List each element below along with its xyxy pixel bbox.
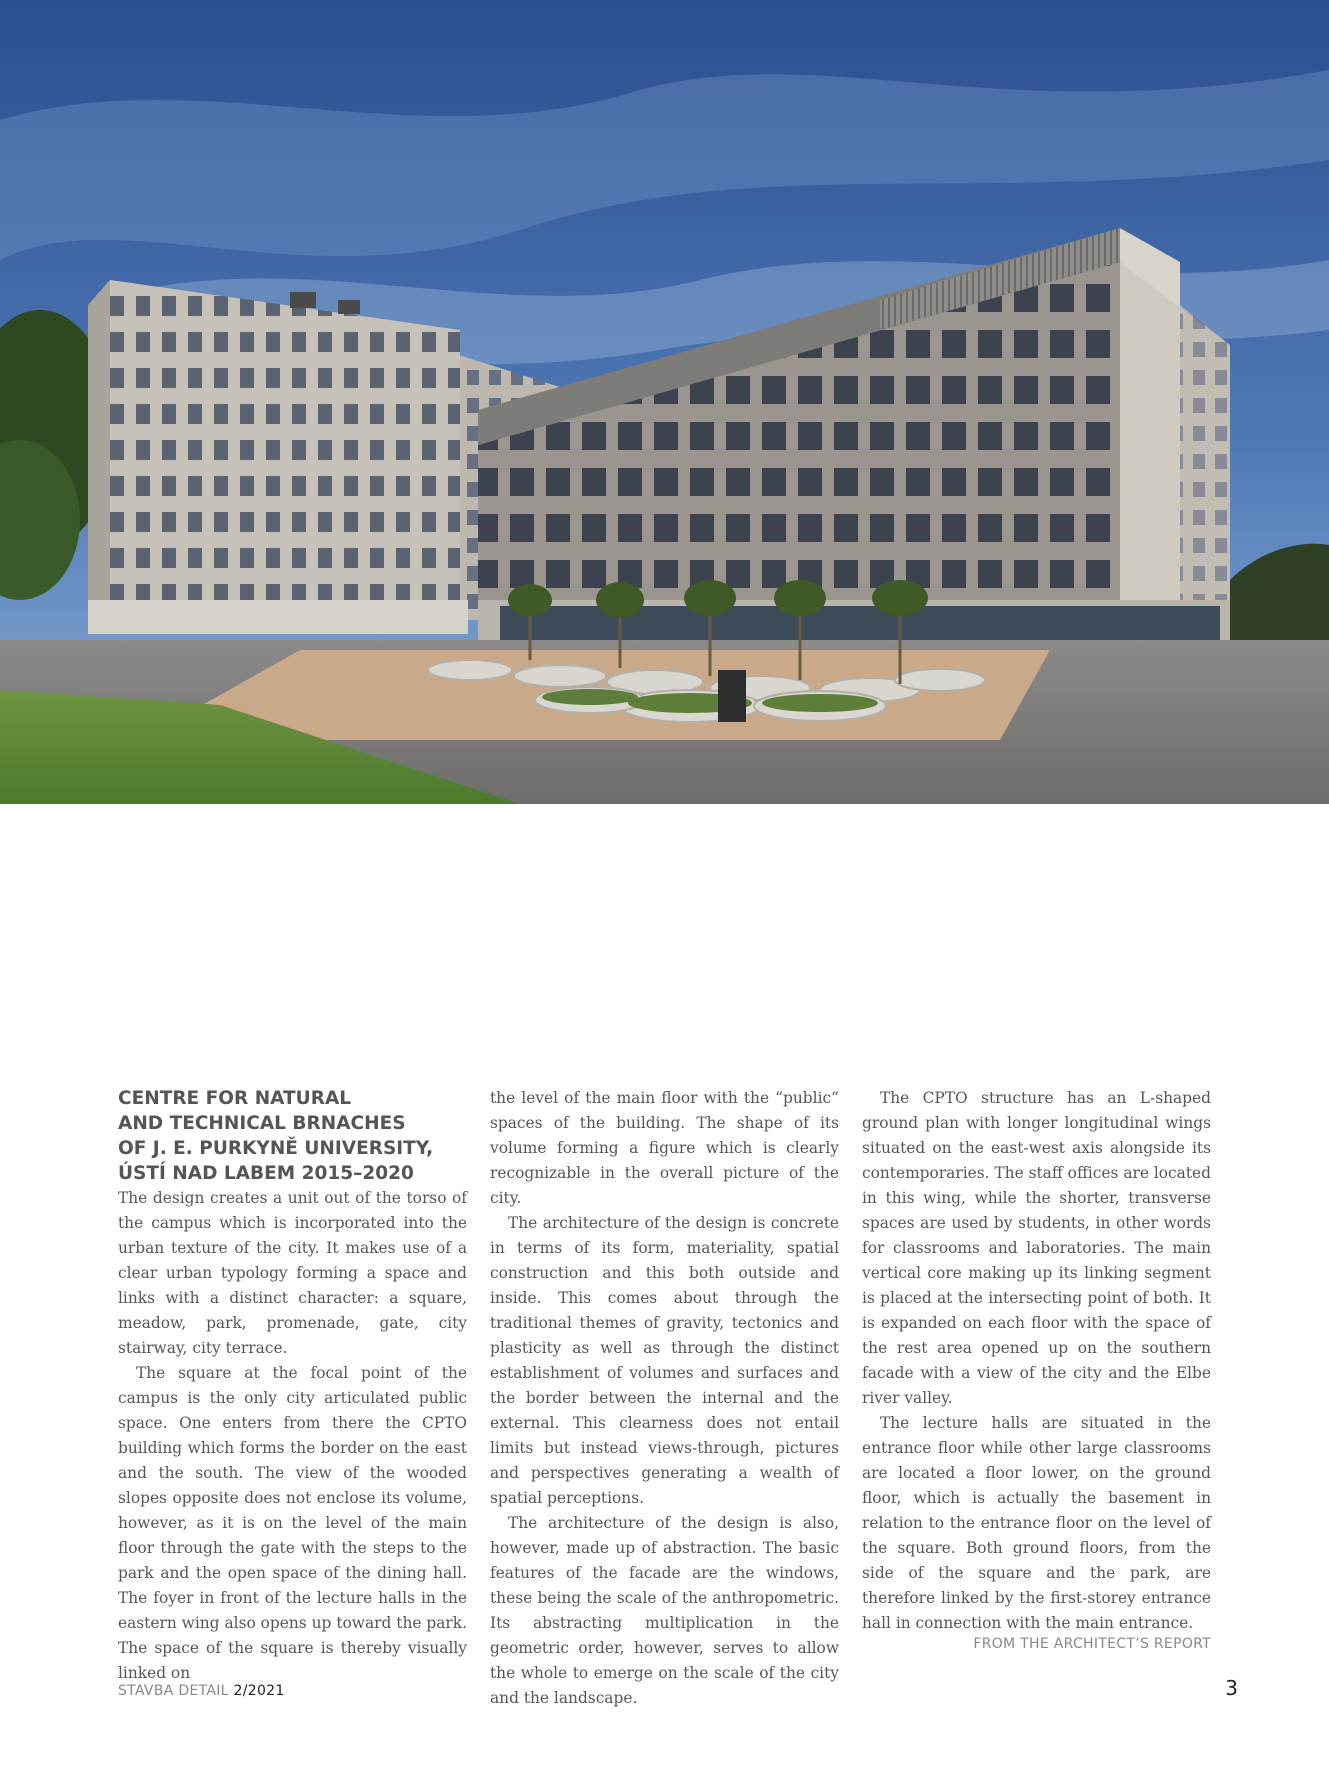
- heading-line: OF J. E. PURKYNĚ UNIVERSITY,: [118, 1138, 434, 1159]
- heading-line: CENTRE FOR NATURAL: [118, 1088, 352, 1109]
- source-credit: FROM THE ARCHITECT’S REPORT: [973, 1636, 1211, 1652]
- heading-line: ÚSTÍ NAD LABEM 2015–2020: [118, 1163, 414, 1184]
- page-number: 3: [1225, 1676, 1238, 1700]
- article-heading: [118, 1086, 438, 1186]
- article-column-3: [862, 1086, 1211, 1636]
- paragraph: the level of the main floor with the “public” spaces of the building. The shape of its volume forming a figure which is clearly recognizable in the overall picture of the city.: [490, 1089, 839, 1207]
- paragraph: The design creates a unit out of the torso of the campus which is incorporated into the urban texture of the city. It makes use of a clear urban typology forming a space and links with a distinct character: a square, meadow, park, promenade, gate, city stairway, city terrace.: [118, 1189, 467, 1357]
- article-column-1: [118, 1186, 467, 1686]
- paragraph: The architecture of the design is concrete in terms of its form, materiality, spatial construction and this both outside and inside. This comes about through the traditional themes of gravity, tectonics and plasticity as well as through the distinct establishment of volumes and surfaces and the border between the internal and the external. This clearness does not entail limits but instead views-through, pictures and perspectives generating a wealth of spatial perceptions.: [490, 1214, 839, 1507]
- footer-magazine: [118, 1683, 285, 1699]
- paragraph: The square at the focal point of the campus is the only city articulated public space. One enters from there the CPTO building which forms the border on the east and the south. The view of the wooded slopes opposite does not enclose its volume, however, as it is on the level of the main floor through the gate with the steps to the park and the open space of the dining hall. The foyer in front of the lecture halls in the eastern wing also opens up toward the park. The space of the square is thereby visually linked on: [118, 1364, 467, 1682]
- issue-number: 2/2021: [233, 1683, 285, 1699]
- paragraph: The lecture halls are situated in the entrance floor while other large classrooms are located a floor lower, on the ground floor, which is actually the basement in relation to the entrance floor on the level of the square. Both ground floors, from the side of the square and the park, are therefore linked by the first-storey entrance hall in connection with the main entrance.: [862, 1414, 1211, 1632]
- magazine-name: STAVBA DETAIL: [118, 1683, 229, 1699]
- article-column-2: [490, 1086, 839, 1711]
- paragraph: The architecture of the design is also, however, made up of abstraction. The basic features of the facade are the windows, these being the scale of the anthropometric. Its abstracting multiplication in the geometric order, however, serves to allow the whole to emerge on the scale of the city and the landscape.: [490, 1514, 839, 1707]
- paragraph: The CPTO structure has an L-shaped ground plan with longer longitudinal wings situated on the east-west axis alongside its contemporaries. The staff offices are located in this wing, while the shorter, transverse spaces are used by students, in other words for classrooms and laboratories. The main vertical core making up its linking segment is placed at the intersecting point of both. It is expanded on each floor with the space of the rest area opened up on the southern facade with a view of the city and the Elbe river valley.: [862, 1089, 1211, 1407]
- building-photo: [0, 0, 1329, 804]
- heading-line: AND TECHNICAL BRNACHES: [118, 1113, 406, 1134]
